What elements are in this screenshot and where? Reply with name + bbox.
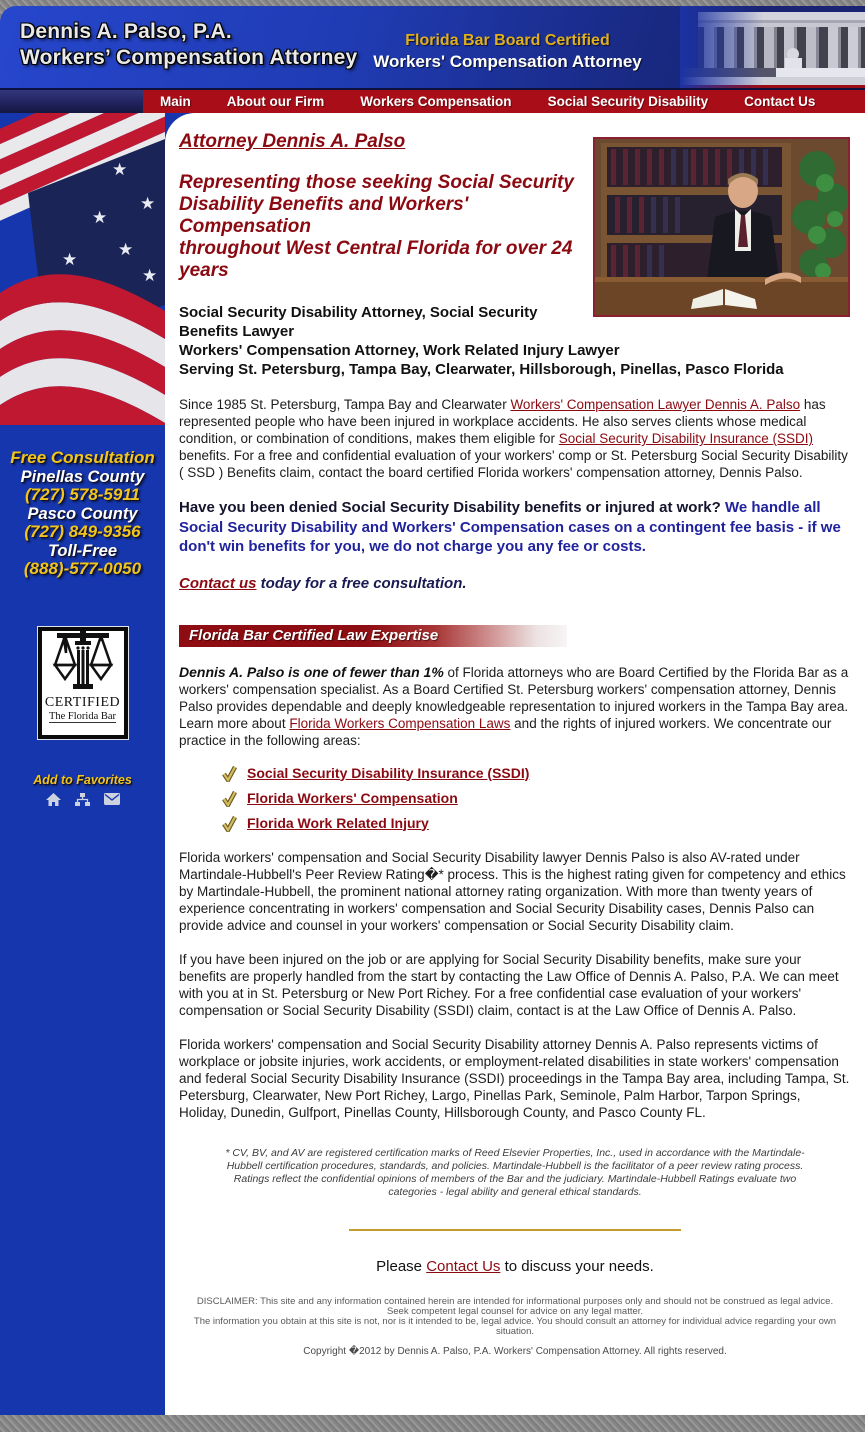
svg-text:★: ★ (142, 266, 158, 286)
svg-text:★: ★ (112, 160, 128, 180)
since-text-1: Since 1985 St. Petersburg, Tampa Bay and Clearwater (179, 397, 511, 412)
paragraph-since-1985 (179, 396, 851, 481)
disclaimer-block (193, 1297, 838, 1357)
attorney-photo (593, 137, 850, 317)
badge-florida-bar-label: The Florida Bar (48, 710, 117, 722)
svg-text:★: ★ (62, 250, 78, 270)
paragraph-injured: If you have been injured on the job or are applying for Social Security Disability benefits, make sure your benefits are properly handled from the start by contacting the Law Office of Dennis A. Palso, P.A. We can meet with you at in St. Petersburg or New Port Richey. For a free confidential case evaluation of your workers' compensation or Social Security Disability (SSDI) claim, contact is at the Law Office of Dennis A. Palso. (179, 951, 839, 1018)
pasco-county-label: Pasco County (27, 504, 138, 523)
link-ssdi[interactable]: Social Security Disability Insurance (SSDI) (558, 431, 814, 446)
nav-left-spacer (0, 90, 143, 113)
checkmark-icon (221, 790, 237, 807)
nav-item-about-our-firm[interactable]: About our Firm (226, 94, 325, 109)
header-tagline-attorney: Workers' Compensation Attorney (373, 52, 642, 71)
paragraph-av-rated: Florida workers' compensation and Social Security Disability lawyer Dennis Palso is also AV-rated under Martindale-Hubbell's Peer Review Rating�* process. This is the highest rating given for competency and ethics by Martindale-Hubbell, the prominent national attorney rating organization. With more than twenty years of experience concentrating in workers' compensation and Social Security Disability cases, Dennis Palso can provide advice and counsel in your workers' compensation or Social Security Disability claim. (179, 849, 846, 933)
nav-item-workers-compensation[interactable]: Workers Compensation (360, 94, 512, 109)
please-contact-line (179, 1258, 851, 1275)
expertise-bold: Dennis A. Palso is one of fewer than 1% (179, 663, 444, 680)
paragraph-contact (179, 575, 851, 592)
list-item (221, 815, 851, 832)
expertise-text-1: of Florida attorneys who are Board Certified by the Florida Bar as a workers' compensation specialist. As a Board Certified St. Petersburg workers' compensation attorney, Dennis Palso provides dependable and deeply knowledgeable representation to injured workers in the Tampa Bay area. Learn more about (179, 664, 849, 731)
disclaimer-line2: The information you obtain at this site is not, nor is it intended to be, legal advice. You should consult an attorney for individual advice regarding your own situation. (193, 1315, 837, 1337)
tollfree-phone: (888)-577-0050 (23, 559, 142, 578)
martindale-footnote: * CV, BV, and AV are registered certification marks of Reed Elsevier Properties, Inc., used in accordance with the Martindale-Hubbell certification procedures, standards, and policies. Martindale-Hubbell is the facilitator of a peer review rating process. Ratings reflect the confidential opinions of members of the Bar and the judiciary. Martindale-Hubbell Ratings evaluate two categories - legal ability and general ethical standards. (225, 1146, 805, 1198)
list-item (221, 765, 851, 782)
paragraph-expertise (179, 664, 851, 749)
link-contact-us[interactable]: Contact us (179, 574, 257, 592)
practice-areas-list (221, 765, 851, 832)
main-row (0, 113, 865, 1415)
flag-icon (0, 113, 165, 425)
svg-text:★: ★ (140, 194, 156, 214)
nav-item-social-security-disability[interactable]: Social Security Disability (547, 94, 709, 109)
link-contact-us-footer[interactable]: Contact Us (426, 1257, 501, 1275)
mail-icon[interactable] (104, 793, 120, 805)
free-consultation-block (0, 449, 165, 579)
pinellas-phone: (727) 578-5911 (25, 485, 140, 504)
contact-rest: today for a free consultation. (256, 574, 467, 592)
florida-bar-certified-badge (38, 627, 128, 739)
svg-text:★: ★ (92, 208, 108, 228)
sidebar (0, 113, 165, 1415)
please-post: to discuss your needs. (500, 1257, 654, 1275)
pasco-phone: (727) 849-9356 (24, 522, 141, 541)
paragraph-victims: Florida workers' compensation and Social Security Disability attorney Dennis A. Palso represents victims of workplace or jobsite injuries, work accidents, or employment-related disabilities in state workers' compensation and federal Social Security Disability Insurance (SSDI) proceedings in the Tampa Bay area, including Tampa, St. Petersburg, Clearwater, New Port Richey, Largo, Pinellas Park, Seminole, Palm Harbor, Tarpon Springs, Holiday, Dunedin, Gulfport, Pinellas County, Hillsborough County, and Pasco County FL. (179, 1036, 850, 1120)
checkmark-icon (221, 815, 237, 832)
denied-question: Have you been denied Social Security Disability benefits or injured at work? (179, 499, 725, 516)
svg-text:★: ★ (118, 240, 134, 260)
link-practice-work-injury[interactable]: Florida Work Related Injury (247, 814, 429, 831)
seo-line1: Social Security Disability Attorney, Social Security Benefits Lawyer (179, 304, 538, 340)
intro-heading-part2: throughout West Central Florida for over 24 years (179, 238, 573, 281)
copyright-line: Copyright �2012 by Dennis A. Palso, P.A. Workers' Compensation Attorney. All rights reserved. (303, 1345, 727, 1357)
disclaimer-line1: DISCLAIMER: This site and any information contained herein are intended for informational purposes only and should not be construed as legal advice. Seek competent legal counsel for advice on any legal matter. (196, 1295, 834, 1317)
free-consultation-label: Free Consultation (10, 448, 155, 467)
link-practice-workers-comp[interactable]: Florida Workers' Compensation (247, 789, 458, 806)
site-header (0, 6, 865, 90)
link-fl-workers-comp-laws[interactable]: Florida Workers Compensation Laws (289, 715, 511, 731)
please-pre: Please (376, 1257, 427, 1275)
logo-line1: Dennis A. Palso, P.A. (20, 20, 232, 43)
main-nav (0, 90, 865, 113)
pinellas-county-label: Pinellas County (20, 467, 145, 486)
intro-heading (179, 172, 599, 282)
since-text-2: has represented people who have been injured in workplace accidents. He also serves clients whose medical condition, or combination of conditions, makes them eligible for (179, 397, 826, 446)
nav-links (143, 90, 865, 113)
checkmark-icon (221, 765, 237, 782)
logo-line2: Workers’ Compensation Attorney (20, 46, 358, 69)
tollfree-label: Toll-Free (47, 541, 118, 560)
courthouse-fade (680, 6, 865, 88)
since-text-3: benefits. For a free and confidential evaluation of your workers' comp or St. Petersburg Social Security Disability ( SSD ) Benefits claim, contact the board certified Florida workers' compensation attorney, Dennis Palso. (179, 448, 848, 480)
header-tagline-certified: Florida Bar Board Certified (405, 32, 610, 49)
scales-of-justice-icon (51, 631, 115, 697)
link-workers-comp-lawyer[interactable]: Workers' Compensation Lawyer Dennis A. Palso (510, 397, 801, 412)
section-banner-expertise: Florida Bar Certified Law Expertise (179, 625, 567, 647)
attorney-portrait-image (595, 139, 848, 315)
seo-line2: Workers' Compensation Attorney, Work Related Injury Lawyer (179, 342, 620, 359)
denied-answer: We handle all Social Security Disability and Workers' Compensation cases on a contingent fee basis - if we don't win benefits for you, we do not charge you any fee or costs. (179, 499, 841, 555)
home-icon[interactable] (46, 793, 61, 806)
favorites-icons-row (0, 793, 165, 806)
expertise-text-2: and the rights of injured workers. We concentrate our practice in the following areas: (179, 715, 832, 748)
main-content (165, 113, 865, 1415)
courthouse-image (680, 6, 865, 88)
nav-item-contact-us[interactable]: Contact Us (744, 94, 816, 109)
add-to-favorites-label[interactable]: Add to Favorites (33, 772, 132, 787)
link-practice-ssdi[interactable]: Social Security Disability Insurance (SSDI) (247, 764, 530, 781)
list-item (221, 790, 851, 807)
paragraph-denied (179, 498, 851, 557)
nav-item-main[interactable]: Main (160, 94, 191, 109)
sitemap-icon[interactable] (75, 793, 90, 806)
header-tagline (350, 32, 665, 72)
page-title: Attorney Dennis A. Palso (179, 131, 406, 152)
american-flag-image (0, 113, 165, 425)
seo-line3: Serving St. Petersburg, Tampa Bay, Clearwater, Hillsborough, Pinellas, Pasco Florida (179, 361, 784, 378)
site-logo (20, 19, 357, 71)
intro-heading-part1: Representing those seeking Social Security Disability Benefits and Workers' Compensation (179, 172, 574, 237)
gold-divider (349, 1229, 681, 1231)
badge-certified-label: CERTIFIED (44, 694, 121, 710)
